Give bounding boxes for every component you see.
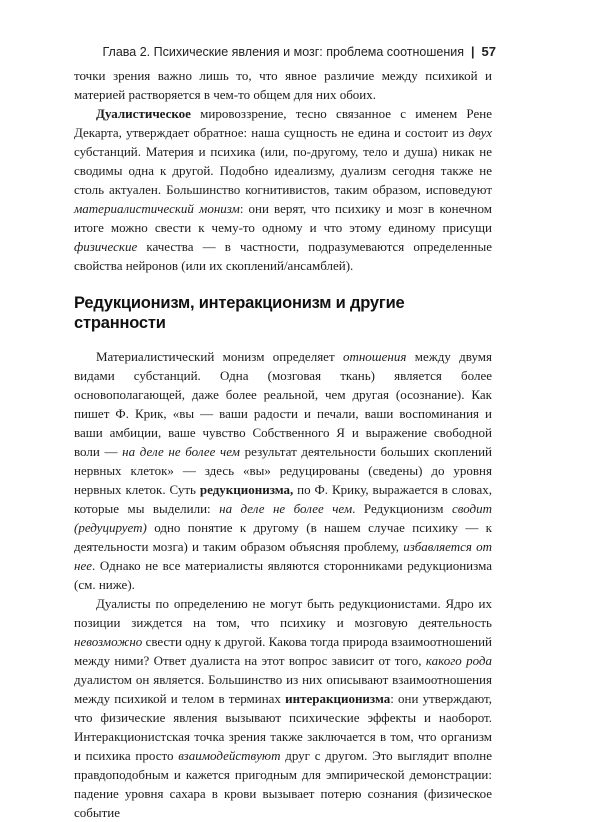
section-heading: Редукционизм, интеракционизм и другие странности bbox=[74, 294, 405, 332]
running-header bbox=[0, 44, 496, 59]
header-separator: | bbox=[471, 44, 475, 59]
chapter-title: Глава 2. Психические явления и мозг: проблема соотношения bbox=[102, 44, 465, 59]
emph-two: двух bbox=[468, 125, 492, 140]
emph-physical: физические bbox=[74, 239, 138, 254]
term-interactionism: интеракционизма bbox=[285, 691, 391, 706]
page-body bbox=[74, 66, 492, 822]
paragraph-reductionism: Материалистический монизм определяет отношения между двумя видами субстанций. Одна (мозговая ткань) является более основополагающей, даже более реальной, чем другая (осознание). Как пишет Ф. Крик, «вы — ваши радости и печали, ваши воспоминания и ваши амбиции, ваше чувство Собственного Я и выражение свободной воли — на деле не более чем результат деятельности больших скоплений нервных клеток» — здесь «вы» редуцированы (сведены) до уровня нервных клеток. Суть редукционизма, по Ф. Крику, выражается в словах, которые мы выделили: на деле не более чем. Редукционизм сводит (редуцирует) одно понятие к другому (в нашем случае психику — к деятельности мозга) и таким образом объясняя проблему, избавляется от нее. Однако не все материалисты являются сторонниками редукционизма (см. ниже). bbox=[74, 349, 493, 592]
paragraph-dualism: Дуалистическое мировоззрение, тесно связанное с именем Рене Декарта, утверждает обратное: наша сущность не едина и состоит из двух субстанций. Материя и психика (или, по-другому, тело и душа) никак не сводимы одна к другой. Подобно идеализму, дуализм сегодня также не столь актуален. Большинство когнитивистов, таким образом, исповедуют материалистический монизм: они верят, что психику и мозг в конечном итоге можно свести к чему-то одному и что этому единому присущи физические качества — в частности, подразумеваются определенные свойства нейронов (или их скоплений/ансамблей). bbox=[74, 106, 492, 273]
term-dualistic: Дуалистическое bbox=[96, 106, 191, 121]
emph-materialist-monism: материалистический монизм bbox=[74, 201, 240, 216]
paragraph-interactionism: Дуалисты по определению не могут быть редукционистами. Ядро их позиции зиждется на том, что психику и мозговую деятельность невозможно свести одну к другой. Какова тогда природа взаимоотношений между ними? Ответ дуалиста на этот вопрос зависит от того, какого рода дуалистом он является. Большинство из них описывают взаимоотношения между психикой и телом в терминах интеракционизма: они утверждают, что физические явления вызывают психические эффекты и наоборот. Интеракционистская точка зрения также заключается в том, что организм и психика просто взаимодействуют друг с другом. Это выглядит вполне правдоподобным и кажется пригодным для эмпирической демонстрации: падение уровня сахара в крови вызывает потерю сознания (физическое событие bbox=[74, 596, 493, 820]
page-number: 57 bbox=[481, 44, 496, 59]
paragraph-continued: точки зрения важно лишь то, что явное различие между психикой и материей растворяется в чем-то общем для них обоих. bbox=[74, 68, 492, 102]
term-reductionism: редукционизма, bbox=[199, 482, 294, 497]
